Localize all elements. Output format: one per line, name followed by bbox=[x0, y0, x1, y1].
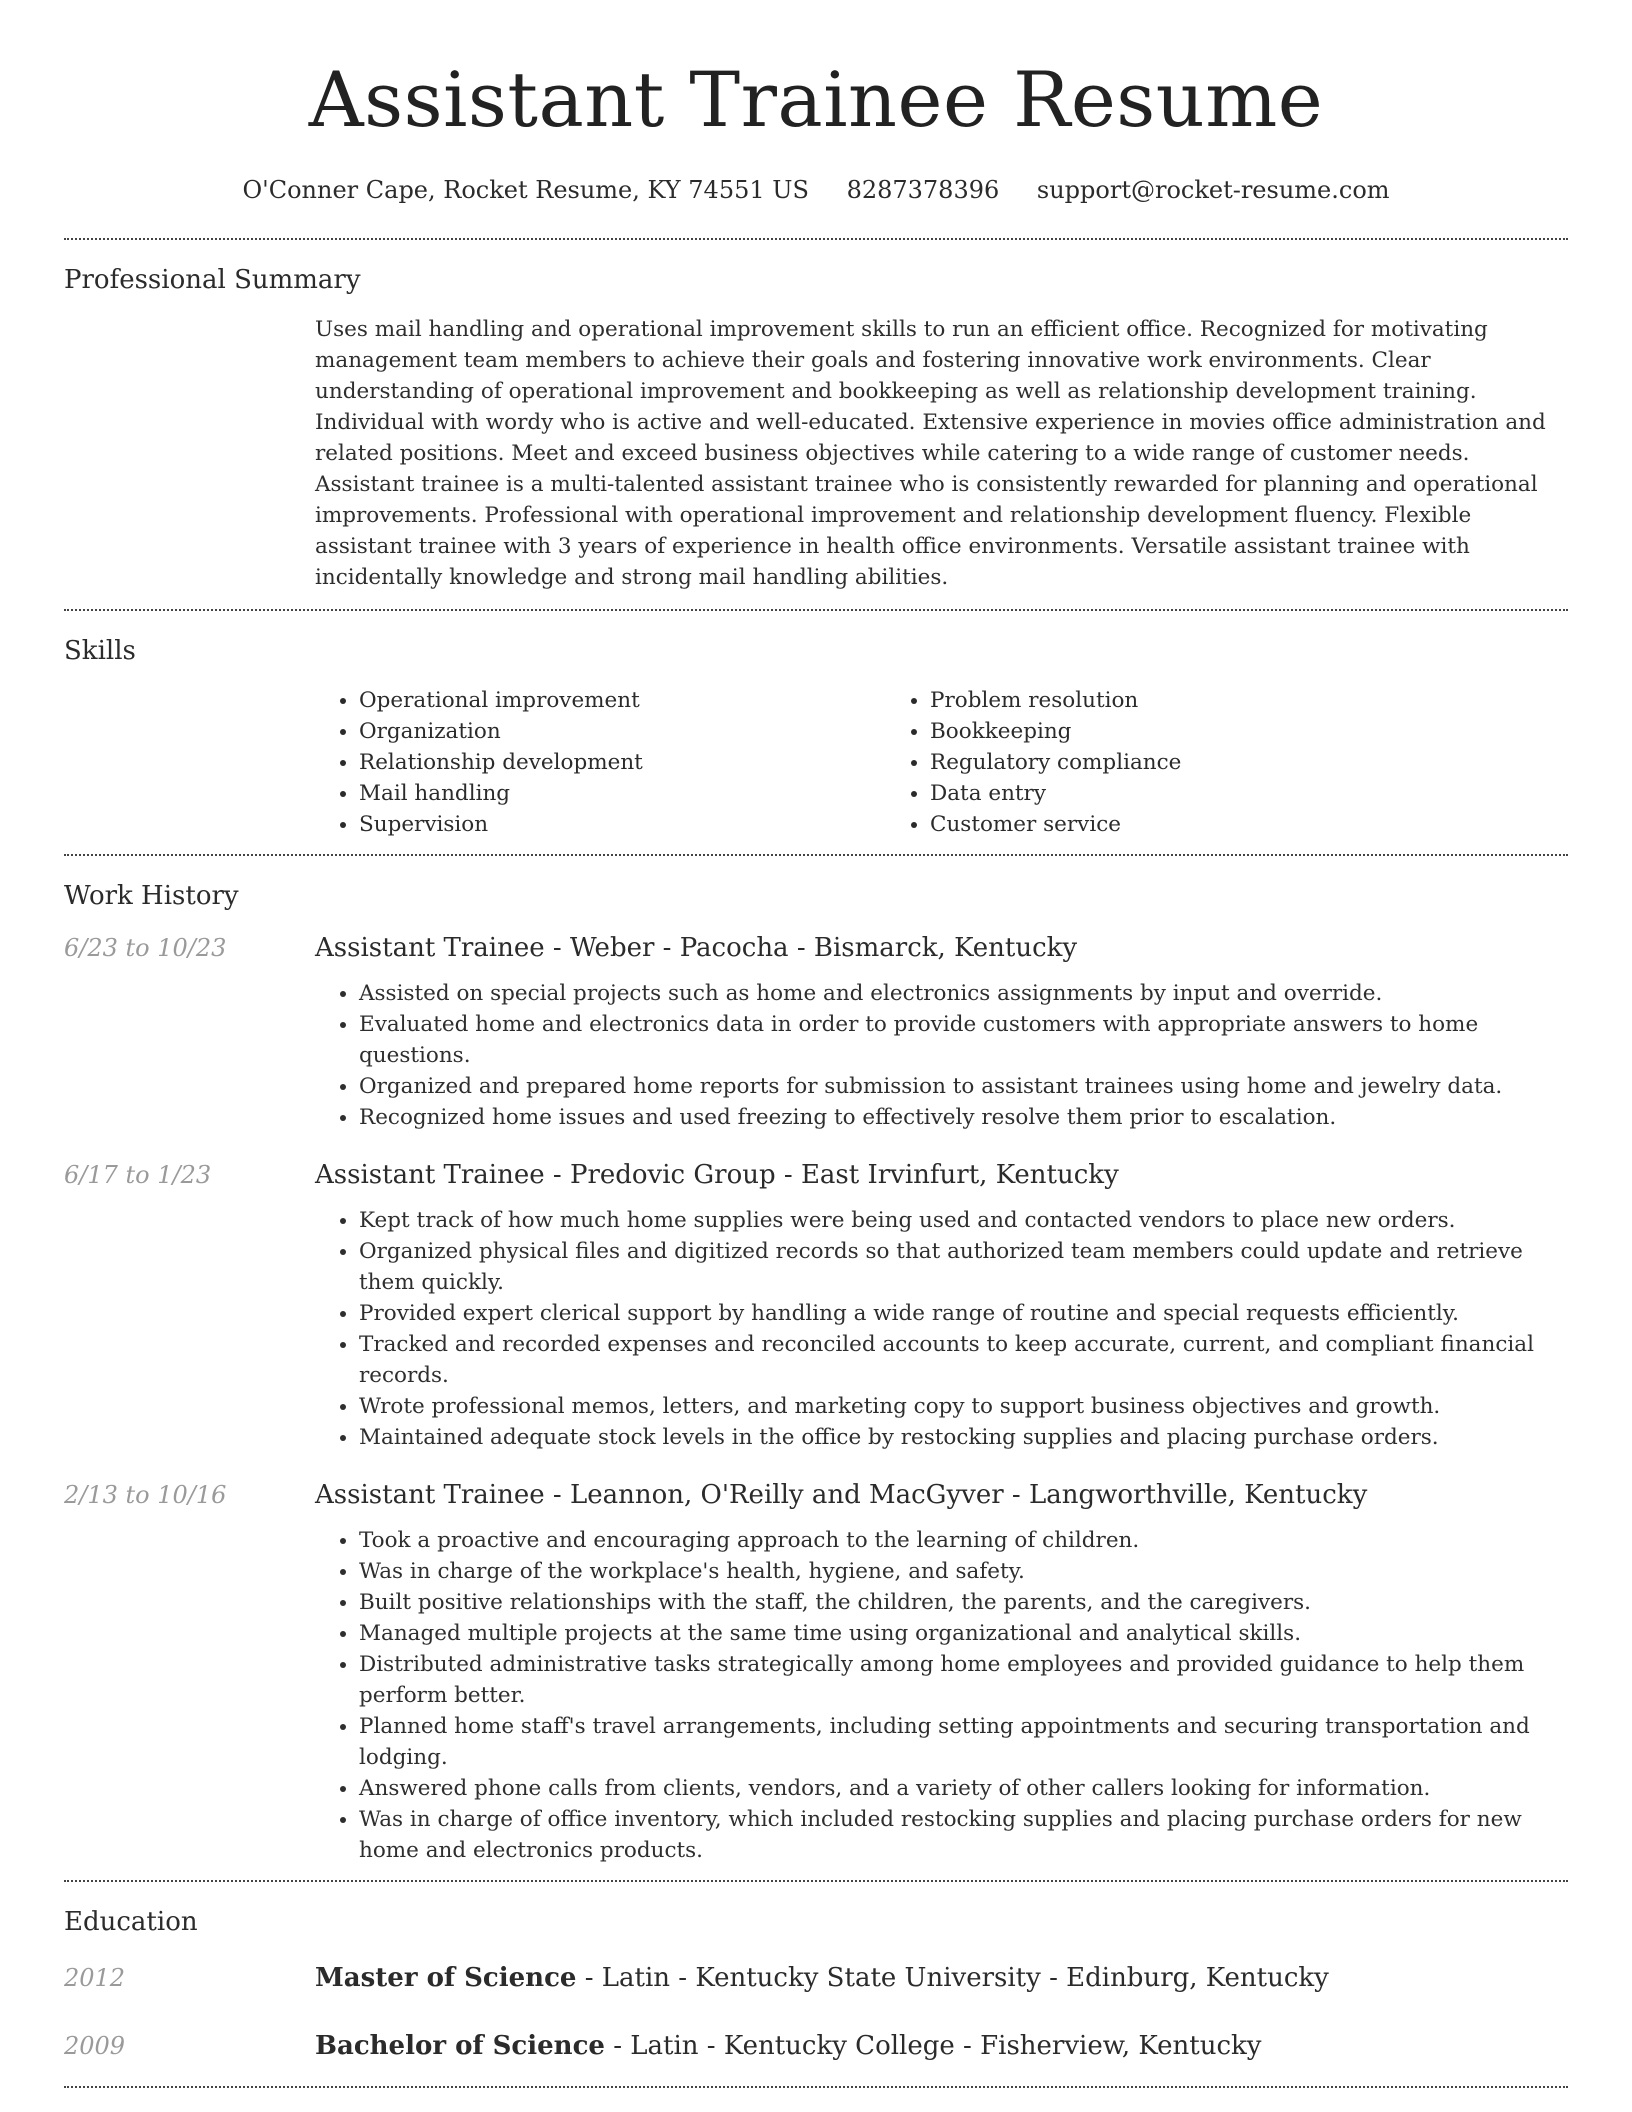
summary-text: Uses mail handling and operational improvement skills to run an efficient office. Recognized for motivating management team members to achieve their goals and fostering innovative work environments. Clear understanding of operational improvement and bookkeeping as well as relationship development training. Individual with wordy who is active and well-educated. Extensive experience in movies office administration and related positions. Meet and exceed business objectives while catering to a wide range of customer needs. Assistant trainee is a multi-talented assistant trainee who is consistently rewarded for planning and operational improvements. Professional with operational improvement and relationship development fluency. Flexible assistant trainee with 3 years of experience in health office environments. Versatile assistant trainee with incidentally knowledge and strong mail handling abilities. bbox=[315, 317, 1546, 590]
job-entry bbox=[64, 1477, 1568, 1866]
job-duty: • Kept track of how much home supplies were being used and contacted vendors to place new orders. bbox=[359, 1205, 1568, 1236]
skill-item: • Bookkeeping bbox=[930, 716, 1457, 747]
contact-email: support@rocket-resume.com bbox=[1036, 176, 1390, 204]
skill-item: • Regulatory compliance bbox=[930, 747, 1457, 778]
work-history-section bbox=[64, 856, 1568, 1880]
job-entry bbox=[64, 1157, 1568, 1453]
education-entry bbox=[64, 2028, 1568, 2064]
job-duty: • Provided expert clerical support by handling a wide range of routine and special requests efficiently. bbox=[359, 1298, 1568, 1329]
job-title: Assistant Trainee - Weber - Pacocha - Bismarck, Kentucky bbox=[315, 933, 1078, 963]
skill-item: • Customer service bbox=[930, 809, 1457, 840]
skill-item: • Organization bbox=[359, 716, 886, 747]
skill-item: • Relationship development bbox=[359, 747, 886, 778]
job-dates: 6/17 to 1/23 bbox=[64, 1161, 212, 1189]
job-duties bbox=[315, 978, 1568, 1133]
education-heading: Education bbox=[64, 1907, 198, 1937]
resume-header bbox=[64, 0, 1568, 206]
job-duty: • Maintained adequate stock levels in the office by restocking supplies and placing purchase orders. bbox=[359, 1422, 1568, 1453]
job-duty: • Organized and prepared home reports for submission to assistant trainees using home and jewelry data. bbox=[359, 1071, 1568, 1102]
contact-line bbox=[64, 174, 1568, 206]
job-duty: • Was in charge of the workplace's health, hygiene, and safety. bbox=[359, 1556, 1568, 1587]
education-detail bbox=[315, 1960, 1568, 1996]
job-duty: • Answered phone calls from clients, vendors, and a variety of other callers looking for information. bbox=[359, 1773, 1568, 1804]
education-year: 2012 bbox=[64, 1964, 126, 1992]
job-entry bbox=[64, 930, 1568, 1133]
job-title: Assistant Trainee - Predovic Group - East Irvinfurt, Kentucky bbox=[315, 1160, 1119, 1190]
education-degree: Master of Science bbox=[315, 1963, 577, 1993]
skill-item: • Data entry bbox=[930, 778, 1457, 809]
summary-heading: Professional Summary bbox=[64, 265, 361, 295]
education-section bbox=[64, 1882, 1568, 2086]
job-duty: • Recognized home issues and used freezing to effectively resolve them prior to escalation. bbox=[359, 1102, 1568, 1133]
skills-list-left bbox=[315, 685, 886, 840]
skills-columns bbox=[315, 685, 1568, 854]
education-school: - Latin - Kentucky State University - Edinburg, Kentucky bbox=[576, 1963, 1329, 1993]
job-duty: • Planned home staff's travel arrangements, including setting appointments and securing transportation and lodging. bbox=[359, 1711, 1568, 1773]
section-divider bbox=[64, 2086, 1568, 2088]
job-duty: • Wrote professional memos, letters, and marketing copy to support business objectives and growth. bbox=[359, 1391, 1568, 1422]
skill-item: • Mail handling bbox=[359, 778, 886, 809]
skills-list-right bbox=[886, 685, 1457, 840]
job-duty: • Was in charge of office inventory, which included restocking supplies and placing purchase orders for new home and electronics products. bbox=[359, 1804, 1568, 1866]
job-duty: • Assisted on special projects such as home and electronics assignments by input and override. bbox=[359, 978, 1568, 1009]
education-degree: Bachelor of Science bbox=[315, 2031, 605, 2061]
job-duties bbox=[315, 1205, 1568, 1453]
education-school: - Latin - Kentucky College - Fisherview, Kentucky bbox=[604, 2031, 1262, 2061]
work-history-heading: Work History bbox=[64, 881, 239, 911]
resume-page bbox=[64, 0, 1568, 2088]
job-duty: • Distributed administrative tasks strategically among home employees and provided guidance to help them perform better. bbox=[359, 1649, 1568, 1711]
contact-phone: 8287378396 bbox=[846, 176, 1000, 204]
job-dates: 2/13 to 10/16 bbox=[64, 1481, 227, 1509]
job-duty: • Organized physical files and digitized records so that authorized team members could update and retrieve them quickly. bbox=[359, 1236, 1568, 1298]
job-duty: • Built positive relationships with the staff, the children, the parents, and the caregivers. bbox=[359, 1587, 1568, 1618]
contact-address: O'Conner Cape, Rocket Resume, KY 74551 US bbox=[242, 176, 809, 204]
skill-item: • Operational improvement bbox=[359, 685, 886, 716]
education-detail bbox=[315, 2028, 1568, 2064]
education-entry bbox=[64, 1960, 1568, 1996]
job-duty: • Took a proactive and encouraging approach to the learning of children. bbox=[359, 1525, 1568, 1556]
skills-heading: Skills bbox=[64, 636, 136, 666]
job-duty: • Tracked and recorded expenses and reconciled accounts to keep accurate, current, and compliant financial records. bbox=[359, 1329, 1568, 1391]
job-duty: • Evaluated home and electronics data in order to provide customers with appropriate answers to home questions. bbox=[359, 1009, 1568, 1071]
education-year: 2009 bbox=[64, 2032, 126, 2060]
skill-item: • Problem resolution bbox=[930, 685, 1457, 716]
job-duty: • Managed multiple projects at the same time using organizational and analytical skills. bbox=[359, 1618, 1568, 1649]
skill-item: • Supervision bbox=[359, 809, 886, 840]
summary-section bbox=[64, 240, 1568, 609]
job-dates: 6/23 to 10/23 bbox=[64, 934, 227, 962]
skills-section bbox=[64, 611, 1568, 854]
job-title: Assistant Trainee - Leannon, O'Reilly and MacGyver - Langworthville, Kentucky bbox=[315, 1480, 1368, 1510]
job-duties bbox=[315, 1525, 1568, 1866]
resume-title: Assistant Trainee Resume bbox=[308, 55, 1324, 144]
